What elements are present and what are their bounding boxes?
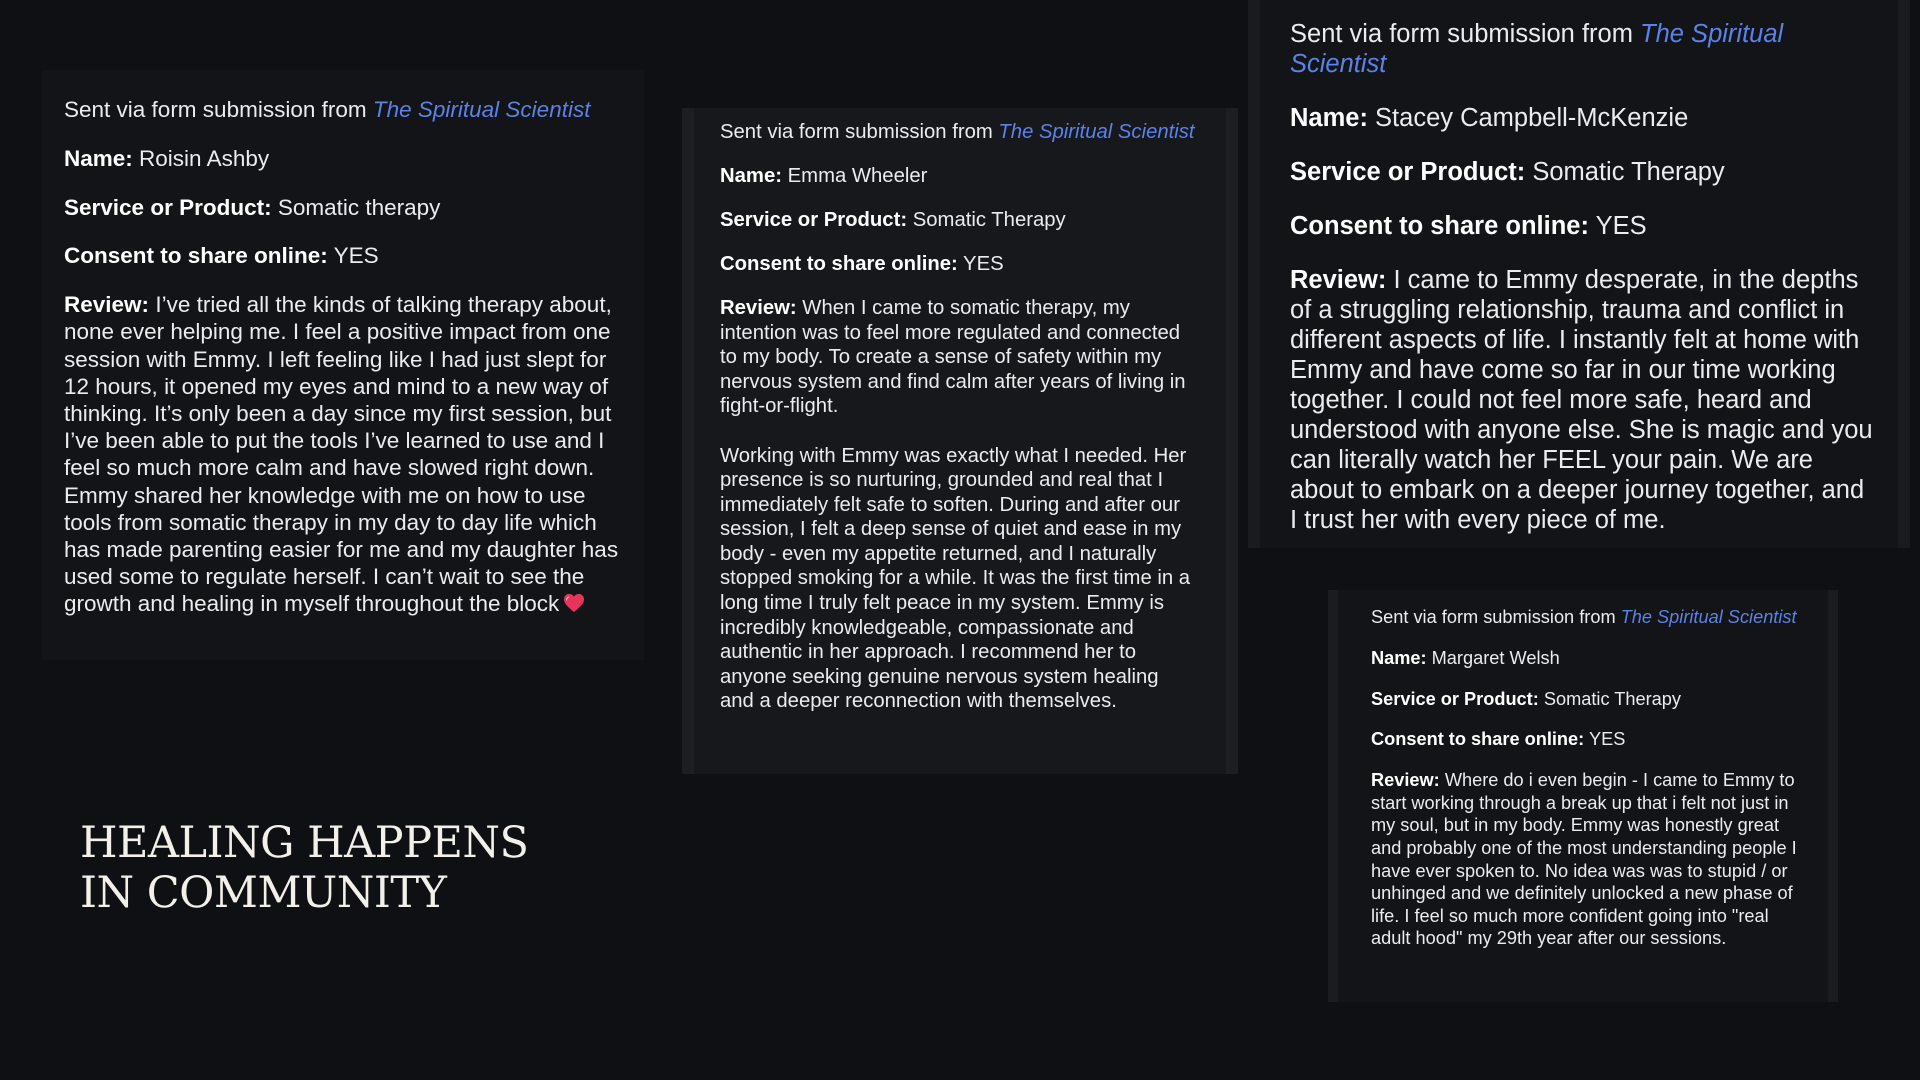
- consent-value: YES: [1595, 212, 1647, 240]
- review-label: Review:: [1290, 266, 1387, 294]
- client-name: Stacey Campbell-McKenzie: [1375, 104, 1689, 132]
- testimonial-card-margaret: [1328, 590, 1838, 1002]
- site-link[interactable]: The Spiritual Scientist: [1620, 607, 1797, 627]
- submission-source: Sent via form submission from The Spiritual Scientist: [1371, 607, 1797, 627]
- submission-source: Sent via form submission from The Spiritual Scientist: [64, 97, 591, 122]
- review-row: [64, 291, 622, 617]
- consent-row: [720, 252, 1198, 277]
- service-row: [1290, 157, 1878, 187]
- consent-value: YES: [963, 252, 1004, 275]
- name-label: Name:: [1290, 104, 1368, 132]
- client-name: Roisin Ashby: [139, 145, 270, 171]
- review-text-continued: Working with Emmy was exactly what I needed. Her presence is so nurturing, grounded and real that I immediately felt safe to soften. During and after our session, I felt a deep sense of quiet and ease in my body - even my appetite returned, and I naturally stopped smoking for a while. It was the first time in a long time I truly felt peace in my system. Emmy is incredibly knowledgeable, compassionate and authentic in her approach. I recommend her to anyone seeking genuine nervous system healing and a deeper reconnection with themselves.: [720, 444, 1191, 713]
- consent-row: [1290, 211, 1878, 241]
- name-row: [720, 164, 1198, 189]
- review-label: Review:: [720, 296, 797, 319]
- site-link[interactable]: The Spiritual Scientist: [998, 121, 1195, 143]
- review-row: [1290, 265, 1878, 535]
- service-row: [1371, 688, 1804, 711]
- service-value: Somatic therapy: [277, 194, 441, 220]
- consent-value: YES: [1588, 729, 1626, 750]
- testimonial-card-emma: [682, 108, 1238, 774]
- page-title-line-2: IN COMMUNITY: [80, 868, 447, 918]
- review-label: Review:: [64, 292, 150, 318]
- page-title: [80, 818, 529, 918]
- consent-label: Consent to share online:: [720, 252, 958, 275]
- service-label: Service or Product:: [64, 194, 272, 220]
- consent-row: [64, 242, 622, 269]
- consent-row: [1371, 728, 1804, 751]
- service-label: Service or Product:: [720, 208, 908, 231]
- testimonial-card-stacey: [1248, 0, 1910, 548]
- name-row: [1371, 647, 1804, 670]
- name-label: Name:: [64, 145, 133, 171]
- review-row: [720, 296, 1198, 419]
- site-link[interactable]: The Spiritual Scientist: [372, 97, 591, 122]
- service-value: Somatic Therapy: [912, 208, 1066, 231]
- review-text: Where do i even begin - I came to Emmy to start working through a break up that i felt not just in my soul, but in my body. Emmy was honestly great and probably one of the most understanding people I have ever spoken to. No idea was was to stupid / or unhinged and we definitely unlocked a new phase of life. I feel so much more confident going into "real adult hood" my 29th year after our sessions.: [1371, 770, 1797, 949]
- service-label: Service or Product:: [1371, 688, 1539, 709]
- heart-icon: [563, 593, 585, 613]
- client-name: Emma Wheeler: [787, 164, 928, 187]
- consent-label: Consent to share online:: [1290, 212, 1589, 240]
- name-row: [1290, 103, 1878, 133]
- service-value: Somatic Therapy: [1543, 688, 1682, 709]
- service-row: [64, 194, 622, 221]
- review-text: I came to Emmy desperate, in the depths of a struggling relationship, trauma and conflict in different aspects of life. I instantly felt at home with Emmy and have come so far in our time working together. I could not feel more safe, heard and understood with anyone else. She is magic and you can literally watch her FEEL your pain. We are about to embark on a deeper journey together, and I trust her with every piece of me.: [1290, 266, 1873, 534]
- submission-source: Sent via form submission from The Spiritual Scientist: [1290, 20, 1784, 78]
- review-label: Review:: [1371, 770, 1440, 791]
- consent-label: Consent to share online:: [64, 243, 328, 269]
- name-label: Name:: [1371, 647, 1427, 668]
- service-label: Service or Product:: [1290, 158, 1526, 186]
- site-link[interactable]: The Spiritual Scientist: [1290, 20, 1784, 78]
- name-row: [64, 145, 622, 172]
- review-text: I’ve tried all the kinds of talking therapy about, none ever helping me. I feel a positive impact from one session with Emmy. I left feeling like I had just slept for 12 hours, it opened my eyes and mind to a new way of thinking. It’s only been a day since my first session, but I’ve been able to put the tools I’ve learned to use and I feel so much more calm and have slowed right down. Emmy shared her knowledge with me on how to use tools from somatic therapy in my day to day life which has made parenting easier for me and my daughter has used some to regulate herself. I can’t wait to see the growth and healing in myself throughout the block: [64, 292, 619, 617]
- page-title-line-1: HEALING HAPPENS: [80, 818, 529, 868]
- review-row: [1371, 769, 1804, 950]
- service-value: Somatic Therapy: [1532, 158, 1725, 186]
- consent-value: YES: [333, 243, 379, 269]
- client-name: Margaret Welsh: [1431, 647, 1560, 668]
- service-row: [720, 208, 1198, 233]
- name-label: Name:: [720, 164, 782, 187]
- consent-label: Consent to share online:: [1371, 729, 1585, 750]
- testimonial-card-roisin: [42, 70, 644, 660]
- review-text: When I came to somatic therapy, my intention was to feel more regulated and connected to my body. To create a sense of safety within my nervous system and find calm after years of living in fight-or-flight.: [720, 296, 1186, 418]
- submission-source: Sent via form submission from The Spiritual Scientist: [720, 121, 1195, 143]
